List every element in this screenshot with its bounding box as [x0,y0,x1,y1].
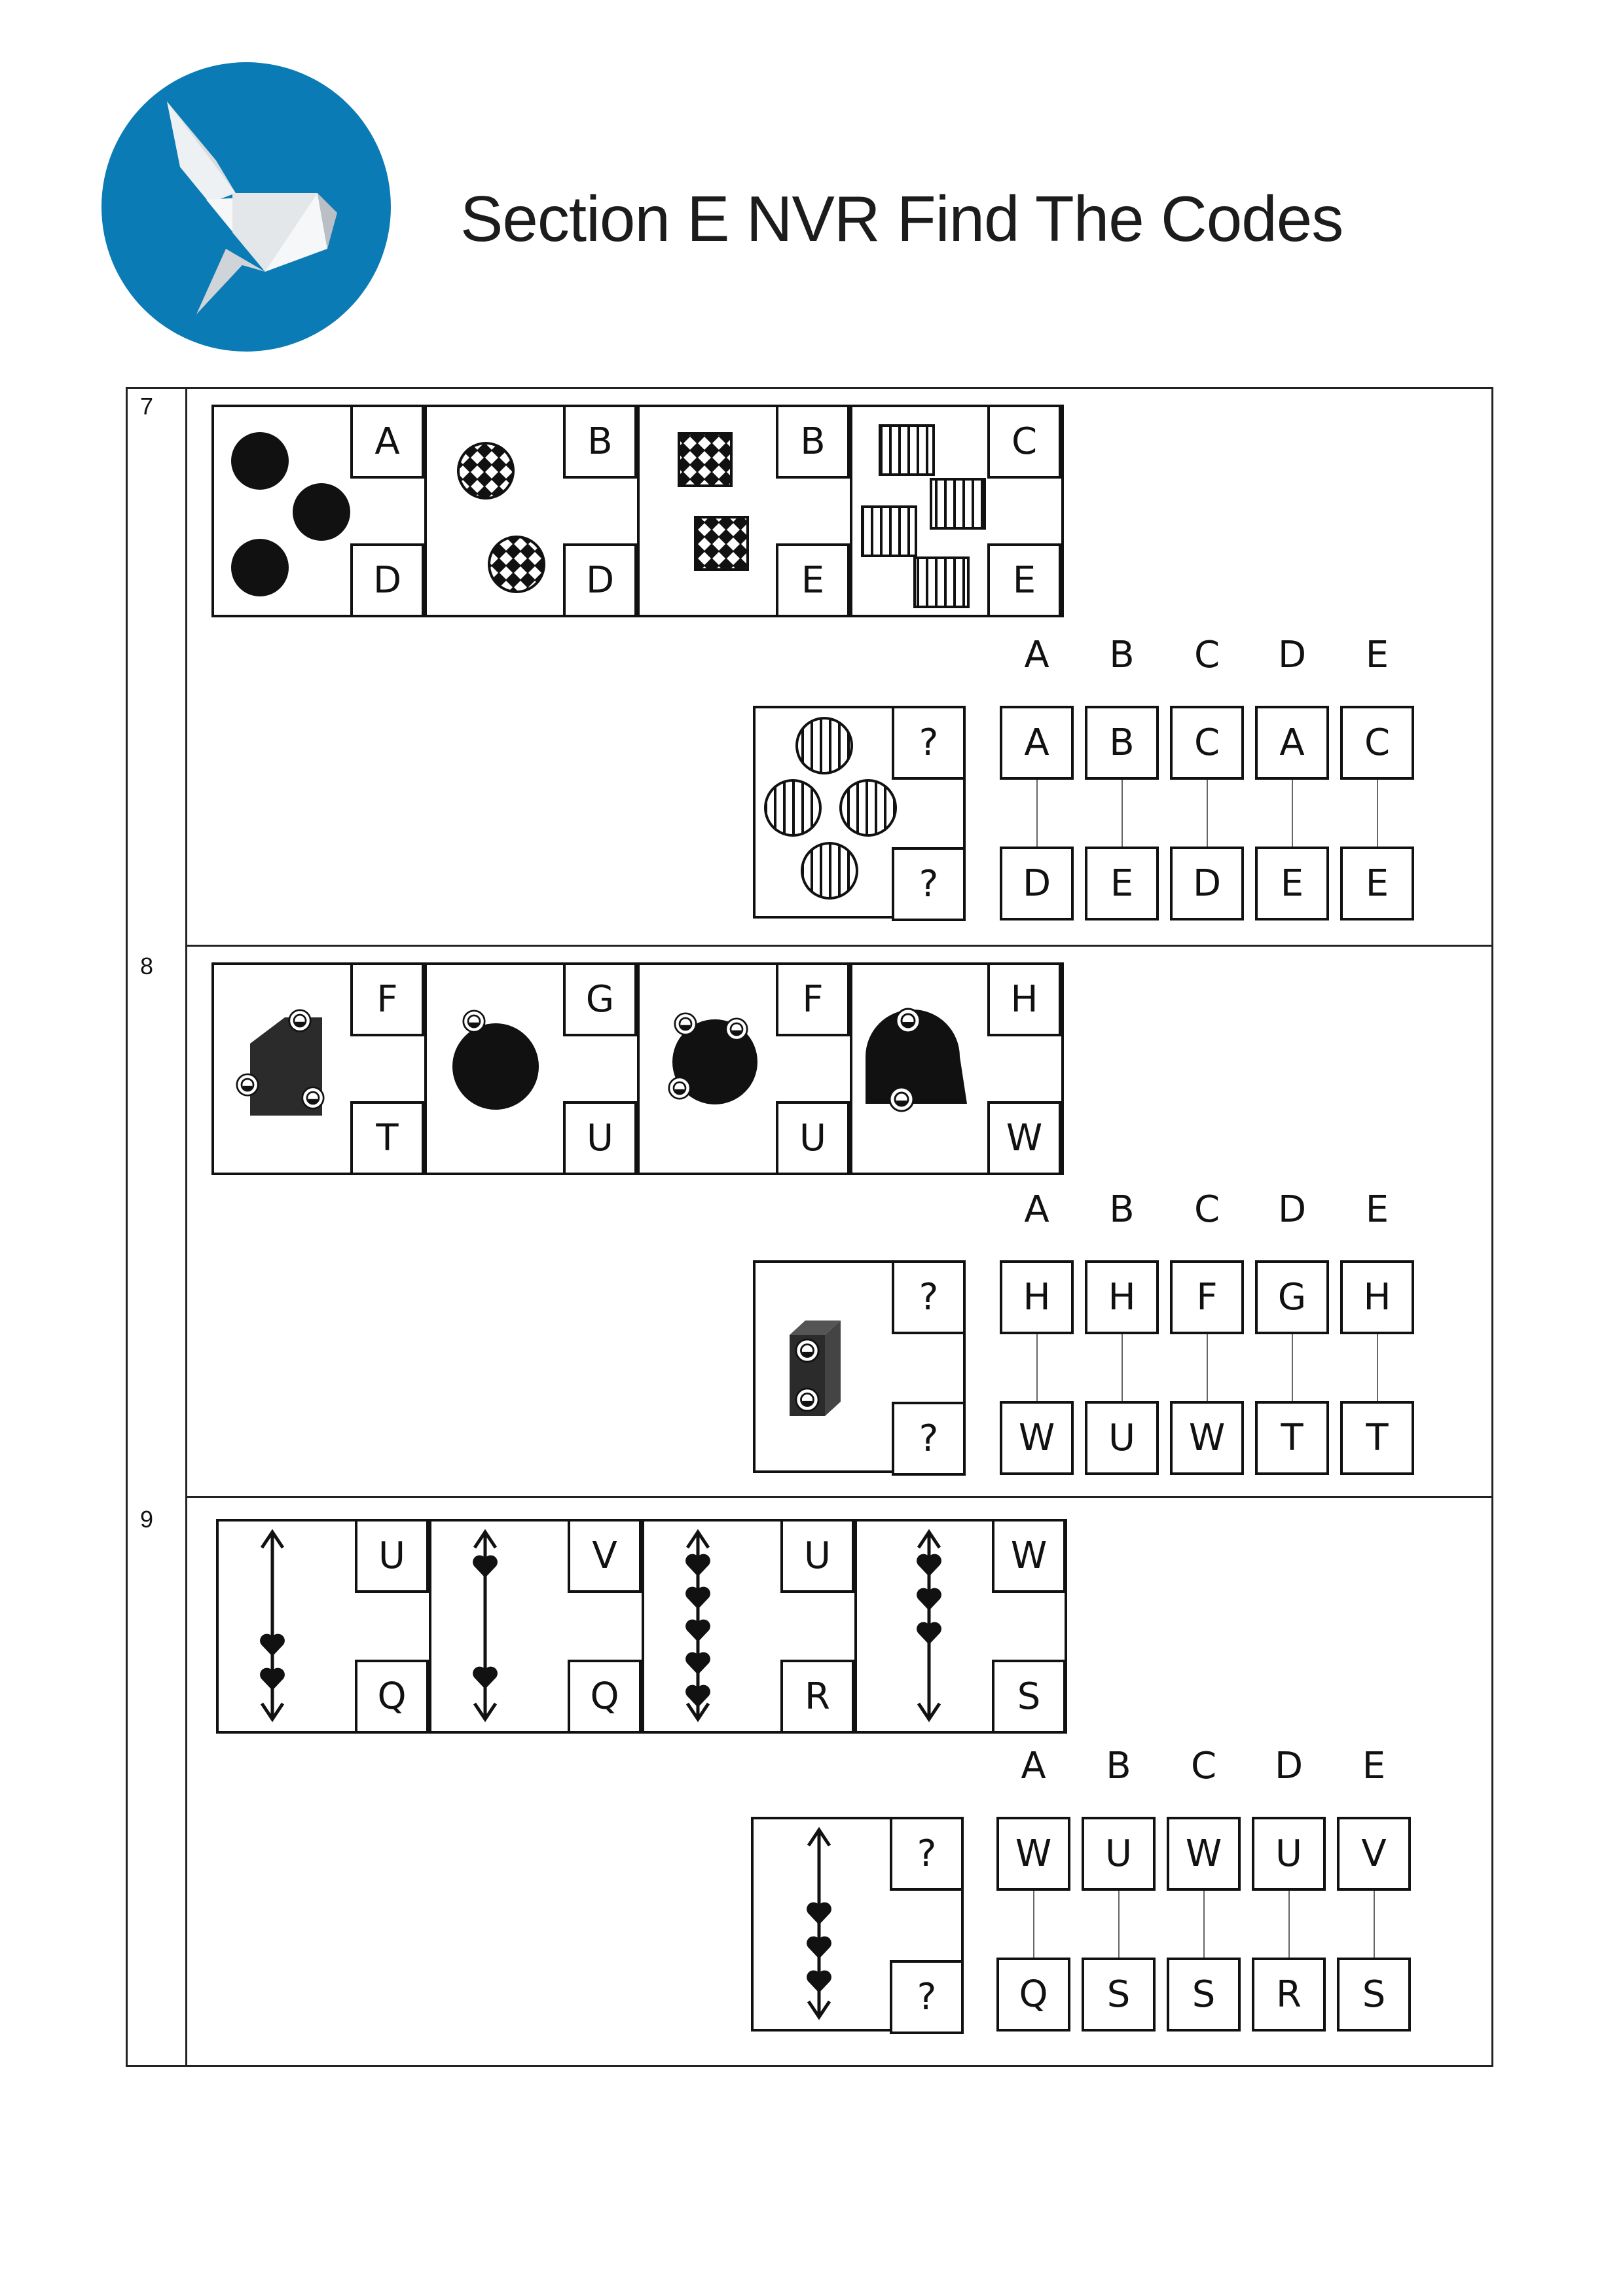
example-cell [852,407,1062,615]
code-top: U [780,1519,854,1593]
option-label: D [1277,634,1307,676]
option-label: E [1362,1745,1386,1787]
unknown-code-top: ? [892,706,966,780]
example-strip [216,1519,1067,1734]
unknown-code-top: ? [892,1260,966,1334]
option-c-bottom[interactable]: S [1167,1958,1241,2032]
code-top: W [992,1519,1066,1593]
option-d-top[interactable]: G [1255,1260,1329,1334]
option-b-top[interactable]: H [1085,1260,1159,1334]
option-label: A [1021,1745,1046,1787]
example-cell [214,407,427,615]
option-label: A [1024,1188,1049,1231]
question-number: 9 [140,1506,154,1533]
example-cell [219,1522,431,1731]
target-figure-box [753,706,966,919]
example-strip [211,405,1064,617]
page-title: Section E NVR Find The Codes [460,183,1343,255]
example-cell [427,407,640,615]
option-e-bottom[interactable]: E [1340,847,1414,920]
target-figure-box [753,1260,966,1473]
code-top: V [568,1519,642,1593]
code-top: F [776,962,850,1036]
unknown-code-bottom: ? [892,1402,966,1476]
code-bottom: E [776,543,850,617]
option-label: B [1109,634,1135,676]
row-divider [185,945,1493,947]
example-cell [431,1522,644,1731]
code-bottom: T [350,1101,424,1175]
example-cell [640,965,852,1173]
example-cell [852,965,1062,1173]
option-a-bottom[interactable]: D [1000,847,1074,920]
code-bottom: D [350,543,424,617]
option-b-bottom[interactable]: E [1085,847,1159,920]
question-number: 8 [140,953,154,979]
option-label: A [1024,634,1049,676]
option-a-top[interactable]: A [1000,706,1074,780]
code-top: F [350,962,424,1036]
dove-logo-icon [101,62,391,352]
option-b-top[interactable]: U [1082,1817,1156,1891]
unknown-code-bottom: ? [892,847,966,921]
example-cell [857,1522,1067,1731]
row-divider [185,1496,1493,1498]
option-c-top[interactable]: W [1167,1817,1241,1891]
example-cell [427,965,640,1173]
code-top: B [563,405,637,479]
option-a-bottom[interactable]: Q [996,1958,1070,2032]
option-c-bottom[interactable]: W [1170,1401,1244,1475]
option-d-bottom[interactable]: E [1255,847,1329,920]
option-d-bottom[interactable]: R [1252,1958,1326,2032]
option-label: E [1365,634,1389,676]
option-label: D [1277,1188,1307,1231]
option-c-top[interactable]: C [1170,706,1244,780]
code-bottom: Q [568,1660,642,1734]
option-a-top[interactable]: H [1000,1260,1074,1334]
unknown-code-top: ? [890,1817,964,1891]
option-d-top[interactable]: U [1252,1817,1326,1891]
option-b-bottom[interactable]: S [1082,1958,1156,2032]
option-e-top[interactable]: H [1340,1260,1414,1334]
option-c-top[interactable]: F [1170,1260,1244,1334]
option-label: C [1190,1745,1217,1787]
code-top: G [563,962,637,1036]
option-e-top[interactable]: C [1340,706,1414,780]
option-label: B [1106,1745,1131,1787]
option-b-top[interactable]: B [1085,706,1159,780]
code-top: H [987,962,1061,1036]
option-label: C [1194,1188,1220,1231]
code-bottom: E [987,543,1061,617]
code-bottom: U [776,1101,850,1175]
option-a-bottom[interactable]: W [1000,1401,1074,1475]
code-bottom: S [992,1660,1066,1734]
option-e-bottom[interactable]: T [1340,1401,1414,1475]
option-e-top[interactable]: V [1337,1817,1411,1891]
option-e-bottom[interactable]: S [1337,1958,1411,2032]
option-label: D [1274,1745,1304,1787]
option-d-top[interactable]: A [1255,706,1329,780]
example-cell [214,965,427,1173]
code-bottom: R [780,1660,854,1734]
code-top: B [776,405,850,479]
option-b-bottom[interactable]: U [1085,1401,1159,1475]
code-top: A [350,405,424,479]
option-label: C [1194,634,1220,676]
number-column-divider [185,387,187,2067]
example-strip [211,962,1064,1175]
code-bottom: U [563,1101,637,1175]
code-top: C [987,405,1061,479]
example-cell [640,407,852,615]
example-cell [644,1522,857,1731]
code-top: U [355,1519,429,1593]
code-bottom: W [987,1101,1061,1175]
target-figure-box [751,1817,964,2032]
option-a-top[interactable]: W [996,1817,1070,1891]
code-bottom: Q [355,1660,429,1734]
code-bottom: D [563,543,637,617]
option-c-bottom[interactable]: D [1170,847,1244,920]
option-d-bottom[interactable]: T [1255,1401,1329,1475]
unknown-code-bottom: ? [890,1960,964,2034]
question-number: 7 [140,393,154,420]
option-label: E [1365,1188,1389,1231]
option-label: B [1109,1188,1135,1231]
